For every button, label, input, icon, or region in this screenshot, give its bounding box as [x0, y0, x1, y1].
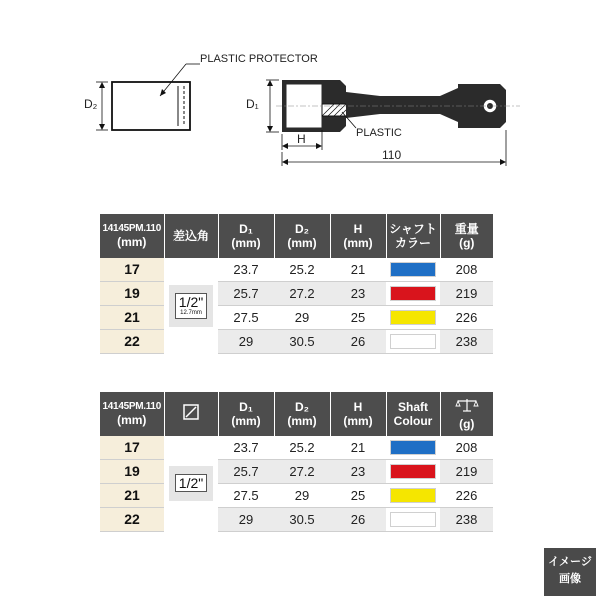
- table-row: [100, 282, 493, 306]
- table-header-row: [100, 214, 493, 258]
- table-row: [100, 258, 493, 282]
- header-d2: D₂ (mm): [274, 392, 330, 436]
- table-row: [100, 306, 493, 330]
- h-cell: 26: [330, 508, 386, 532]
- h-cell: 25: [330, 306, 386, 330]
- header-shaft-colour: Shaft Colour: [386, 392, 440, 436]
- d1-dimension: [246, 80, 279, 132]
- d1-cell: 27.5: [218, 484, 274, 508]
- weight-cell: 226: [440, 306, 493, 330]
- h-cell: 26: [330, 330, 386, 354]
- shaft-color-cell: [386, 508, 440, 532]
- h-cell: 23: [330, 282, 386, 306]
- color-swatch: [390, 334, 436, 349]
- h-cell: 21: [330, 258, 386, 282]
- d2-cell: 25.2: [274, 436, 330, 460]
- d2-dimension-label: D₂: [84, 97, 98, 111]
- drive-size-badge: 1/2" 12.7mm: [175, 293, 207, 319]
- d1-cell: 23.7: [218, 436, 274, 460]
- size-cell: 17: [100, 258, 164, 282]
- header-model: 14145PM.110 (mm): [100, 392, 164, 436]
- d2-cell: 29: [274, 306, 330, 330]
- header-d1: D₁ (mm): [218, 214, 274, 258]
- balance-scale-icon: [455, 398, 479, 412]
- size-cell: 21: [100, 306, 164, 330]
- h-cell: 23: [330, 460, 386, 484]
- d2-cell: 27.2: [274, 460, 330, 484]
- shaft-color-cell: [386, 258, 440, 282]
- weight-cell: 219: [440, 460, 493, 484]
- size-cell: 19: [100, 460, 164, 484]
- shaft-color-cell: [386, 330, 440, 354]
- h-cell: 21: [330, 436, 386, 460]
- header-model: 14145PM.110 (mm): [100, 214, 164, 258]
- header-h: H (mm): [330, 392, 386, 436]
- header-shaft-color: シャフト カラー: [386, 214, 440, 258]
- d1-cell: 23.7: [218, 258, 274, 282]
- length-dimension-label: 110: [382, 148, 402, 162]
- weight-cell: 226: [440, 484, 493, 508]
- header-d1: D₁ (mm): [218, 392, 274, 436]
- badge-line-1: イメージ: [548, 556, 592, 568]
- d2-cell: 30.5: [274, 330, 330, 354]
- d2-cell: 29: [274, 484, 330, 508]
- plastic-protector-label: PLASTIC PROTECTOR: [200, 53, 318, 65]
- color-swatch: [390, 488, 436, 503]
- table-header-row: [100, 392, 493, 436]
- spec-table-japanese: [100, 214, 493, 354]
- size-cell: 22: [100, 508, 164, 532]
- d1-cell: 29: [218, 330, 274, 354]
- socket-technical-drawing: [0, 0, 600, 200]
- socket-side-view: [276, 80, 520, 132]
- table-row: [100, 330, 493, 354]
- table-row: [100, 436, 493, 460]
- table-row: [100, 508, 493, 532]
- shaft-color-cell: [386, 282, 440, 306]
- drive-size-badge: 1/2": [175, 474, 207, 492]
- d1-cell: 29: [218, 508, 274, 532]
- image-notice-badge: [544, 548, 596, 596]
- drive-size-cell: [164, 258, 218, 354]
- h-cell: 25: [330, 484, 386, 508]
- color-swatch: [390, 464, 436, 479]
- size-cell: 19: [100, 282, 164, 306]
- h-dimension-label: H: [297, 132, 306, 146]
- color-swatch: [390, 440, 436, 455]
- weight-cell: 208: [440, 258, 493, 282]
- table-row: [100, 484, 493, 508]
- d2-cell: 25.2: [274, 258, 330, 282]
- header-weight: (g): [440, 392, 493, 436]
- color-swatch: [390, 310, 436, 325]
- shaft-color-cell: [386, 306, 440, 330]
- spec-table-english: [100, 392, 493, 532]
- d1-cell: 25.7: [218, 460, 274, 484]
- plastic-label: PLASTIC: [356, 127, 402, 139]
- shaft-color-cell: [386, 436, 440, 460]
- d1-dimension-label: D₁: [246, 97, 259, 111]
- weight-cell: 238: [440, 508, 493, 532]
- table-row: [100, 460, 493, 484]
- shaft-color-cell: [386, 460, 440, 484]
- header-drive-icon: [164, 392, 218, 436]
- d1-cell: 25.7: [218, 282, 274, 306]
- weight-cell: 238: [440, 330, 493, 354]
- color-swatch: [390, 512, 436, 527]
- drive-size-cell: [164, 436, 218, 532]
- color-swatch: [390, 262, 436, 277]
- d1-cell: 27.5: [218, 306, 274, 330]
- square-drive-icon: [182, 403, 200, 421]
- shaft-color-cell: [386, 484, 440, 508]
- color-swatch: [390, 286, 436, 301]
- badge-line-2: 画像: [559, 573, 581, 585]
- weight-cell: 219: [440, 282, 493, 306]
- header-h: H (mm): [330, 214, 386, 258]
- h-dimension: [282, 130, 322, 150]
- d2-cell: 30.5: [274, 508, 330, 532]
- header-drive: 差込角: [164, 214, 218, 258]
- size-cell: 17: [100, 436, 164, 460]
- size-cell: 22: [100, 330, 164, 354]
- size-cell: 21: [100, 484, 164, 508]
- header-d2: D₂ (mm): [274, 214, 330, 258]
- header-weight: 重量 (g): [440, 214, 493, 258]
- weight-cell: 208: [440, 436, 493, 460]
- d2-cell: 27.2: [274, 282, 330, 306]
